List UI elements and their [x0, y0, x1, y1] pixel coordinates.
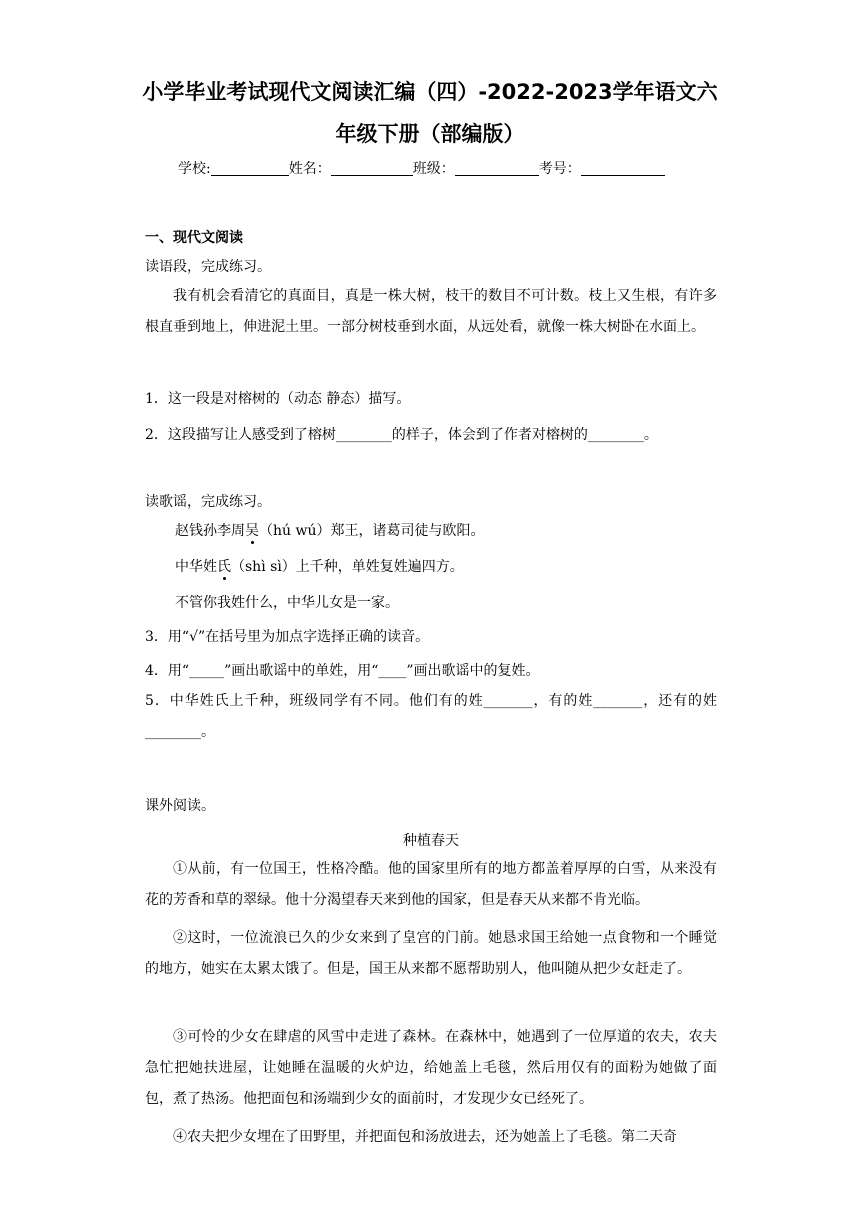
page-title-line1: 小学毕业考试现代文阅读汇编（四）-2022-2023学年语文六 — [142, 80, 718, 104]
dotted-char-shi: 氏 — [217, 559, 231, 575]
story-paragraph-3: ③可怜的少女在肆虐的风雪中走进了森林。在森林中，她遇到了一位厚道的农夫，农夫急忙把她扶进屋，让她睡在温暖的火炉边，给她盖上毛毯，然后用仅有的面粉为她做了面包，煮了热汤。他把面包和汤端到少女的面前时，才发现少女已经死了。 — [145, 1029, 717, 1107]
part2-intro: 读歌谣，完成练习。 — [145, 494, 271, 510]
part3-intro: 课外阅读。 — [145, 798, 215, 814]
question-4: 4．用“_____”画出歌谣中的单姓，用“____”画出歌谣中的复姓。 — [145, 663, 540, 679]
story-paragraph-4: ④农夫把少女埋在了田野里，并把面包和汤放进去，还为她盖上了毛毯。第二天奇 — [173, 1129, 677, 1145]
name-blank[interactable] — [331, 161, 413, 176]
question-1: 1．这一段是对榕树的（动态 静态）描写。 — [145, 391, 411, 407]
exam-no-label: 考号： — [538, 161, 581, 177]
question-2: 2．这段描写让人感受到了榕树________的样子，体会到了作者对榕树的________。 — [145, 427, 658, 443]
section-heading: 一、现代文阅读 — [145, 230, 243, 246]
story-paragraph-1: ①从前，有一位国王，性格冷酷。他的国家里所有的地方都盖着厚厚的白雪，从来没有花的芳香和草的翠绿。他十分渴望春天来到他的国家，但是春天从来都不肯光临。 — [145, 861, 717, 908]
part1-passage: 我有机会看清它的真面目，真是一株大树，枝干的数目不可计数。枝上又生根，有许多根直垂到地上，伸进泥土里。一部分树枝垂到水面，从远处看，就像一株大树卧在水面上。 — [145, 288, 717, 335]
verse-2-start: 中华姓 — [175, 559, 217, 575]
school-label: 学校: — [178, 161, 211, 177]
student-info-row — [178, 158, 665, 178]
verse-line-3: 不管你我姓什么，中华儿女是一家。 — [175, 595, 399, 611]
page-title-line2: 年级下册（部编版） — [335, 122, 525, 146]
verse-1-end: （hú wú）郑王，诸葛司徒与欧阳。 — [259, 523, 485, 539]
question-3: 3．用“√”在括号里为加点字选择正确的读音。 — [145, 629, 430, 645]
verse-1-start: 赵钱孙李周 — [175, 523, 245, 539]
class-blank[interactable] — [455, 161, 539, 176]
exam-no-blank[interactable] — [581, 161, 665, 176]
class-label: 班级： — [412, 161, 455, 177]
story-title: 种植春天 — [403, 833, 459, 849]
story-paragraph-2: ②这时，一位流浪已久的少女来到了皇宫的门前。她恳求国王给她一点食物和一个睡觉的地方，她实在太累太饿了。但是，国王从来都不愿帮助别人，他叫随从把少女赶走了。 — [145, 930, 717, 977]
question-5: 5．中华姓氏上千种，班级同学有不同。他们有的姓_______，有的姓_______，还有的姓________。 — [145, 693, 717, 740]
part1-intro: 读语段，完成练习。 — [145, 259, 271, 275]
name-label: 姓名： — [288, 161, 331, 177]
dotted-char-wu: 吴 — [245, 523, 259, 539]
verse-2-end: （shì sì）上千种，单姓复姓遍四方。 — [231, 559, 464, 575]
verse-line-1 — [175, 520, 484, 540]
verse-line-2 — [175, 556, 464, 576]
school-blank[interactable] — [211, 161, 289, 176]
